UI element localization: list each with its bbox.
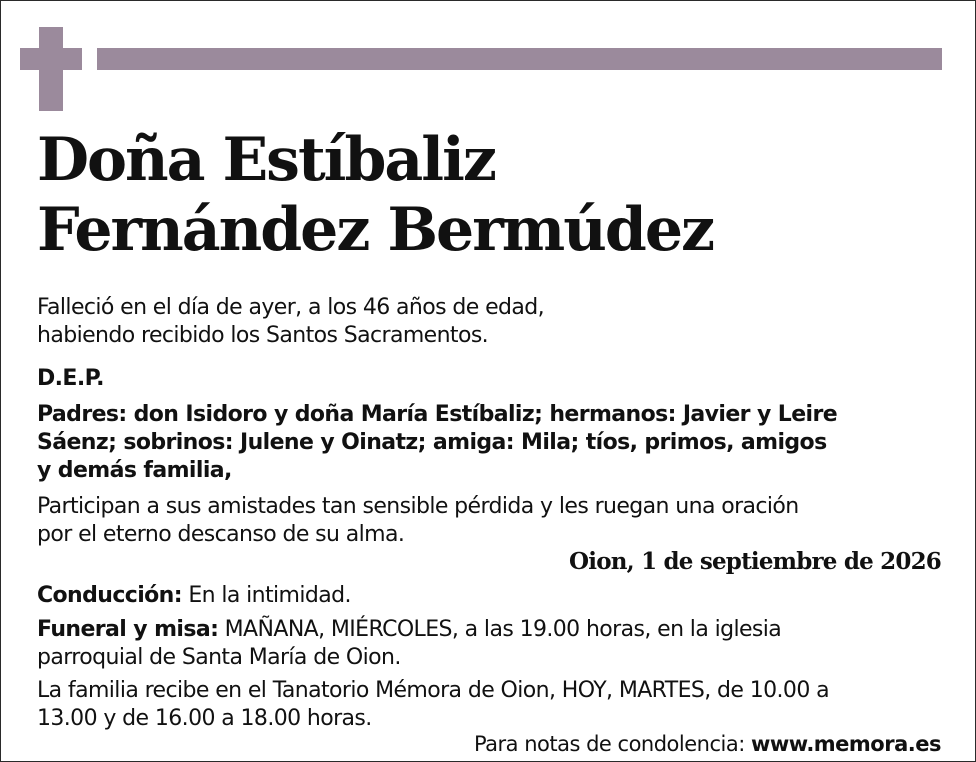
header-divider-bar <box>97 48 942 70</box>
condolence-text: Para notas de condolencia: <box>473 732 751 756</box>
funeral-text: MAÑANA, MIÉRCOLES, a las 19.00 horas, en la iglesia <box>218 617 782 642</box>
family-list <box>37 401 917 485</box>
participation-text <box>37 493 799 549</box>
death-notice-line-1: Falleció en el día de ayer, a los 46 años de edad, <box>37 295 545 320</box>
deceased-name-line-1: Doña Estíbaliz <box>37 125 495 195</box>
participation-line-2: por el eterno descanso de su alma. <box>37 522 405 547</box>
family-list-line-2: Sáenz; sobrinos: Julene y Oinatz; amiga: Mila; tíos, primos, amigos <box>37 430 827 455</box>
family-list-line-3: y demás familia, <box>37 458 232 483</box>
participation-line-1: Participan a sus amistades tan sensible pérdida y les ruegan una oración <box>37 494 799 519</box>
tanatorio-line-1: La familia recibe en el Tanatorio Mémora de Oion, HOY, MARTES, de 10.00 a <box>37 678 829 703</box>
conduccion-text: En la intimidad. <box>181 583 351 608</box>
funeral-info <box>37 616 781 672</box>
condolence-link[interactable]: www.memora.es <box>750 732 941 756</box>
family-list-line-1: Padres: don Isidoro y doña María Estíbaliz; hermanos: Javier y Leire <box>37 402 838 427</box>
place-and-date: Oion, 1 de septiembre de 2026 <box>569 548 941 575</box>
funeral-text-line-2: parroquial de Santa María de Oion. <box>37 645 401 670</box>
tanatorio-info <box>37 677 829 733</box>
conduccion-label: Conducción: <box>37 583 182 608</box>
conduccion-info <box>37 582 351 610</box>
tanatorio-line-2: 13.00 y de 16.00 a 18.00 horas. <box>37 706 372 731</box>
cross-horizontal-bar <box>20 48 82 70</box>
condolence-footer <box>474 730 941 758</box>
death-notice-text <box>37 294 544 350</box>
deceased-name-line-2: Fernández Bermúdez <box>37 195 714 265</box>
deceased-name <box>37 125 713 265</box>
death-notice-line-2: habiendo recibido los Santos Sacramentos. <box>37 323 489 348</box>
funeral-label: Funeral y misa: <box>37 617 219 642</box>
dep-label: D.E.P. <box>37 366 104 391</box>
